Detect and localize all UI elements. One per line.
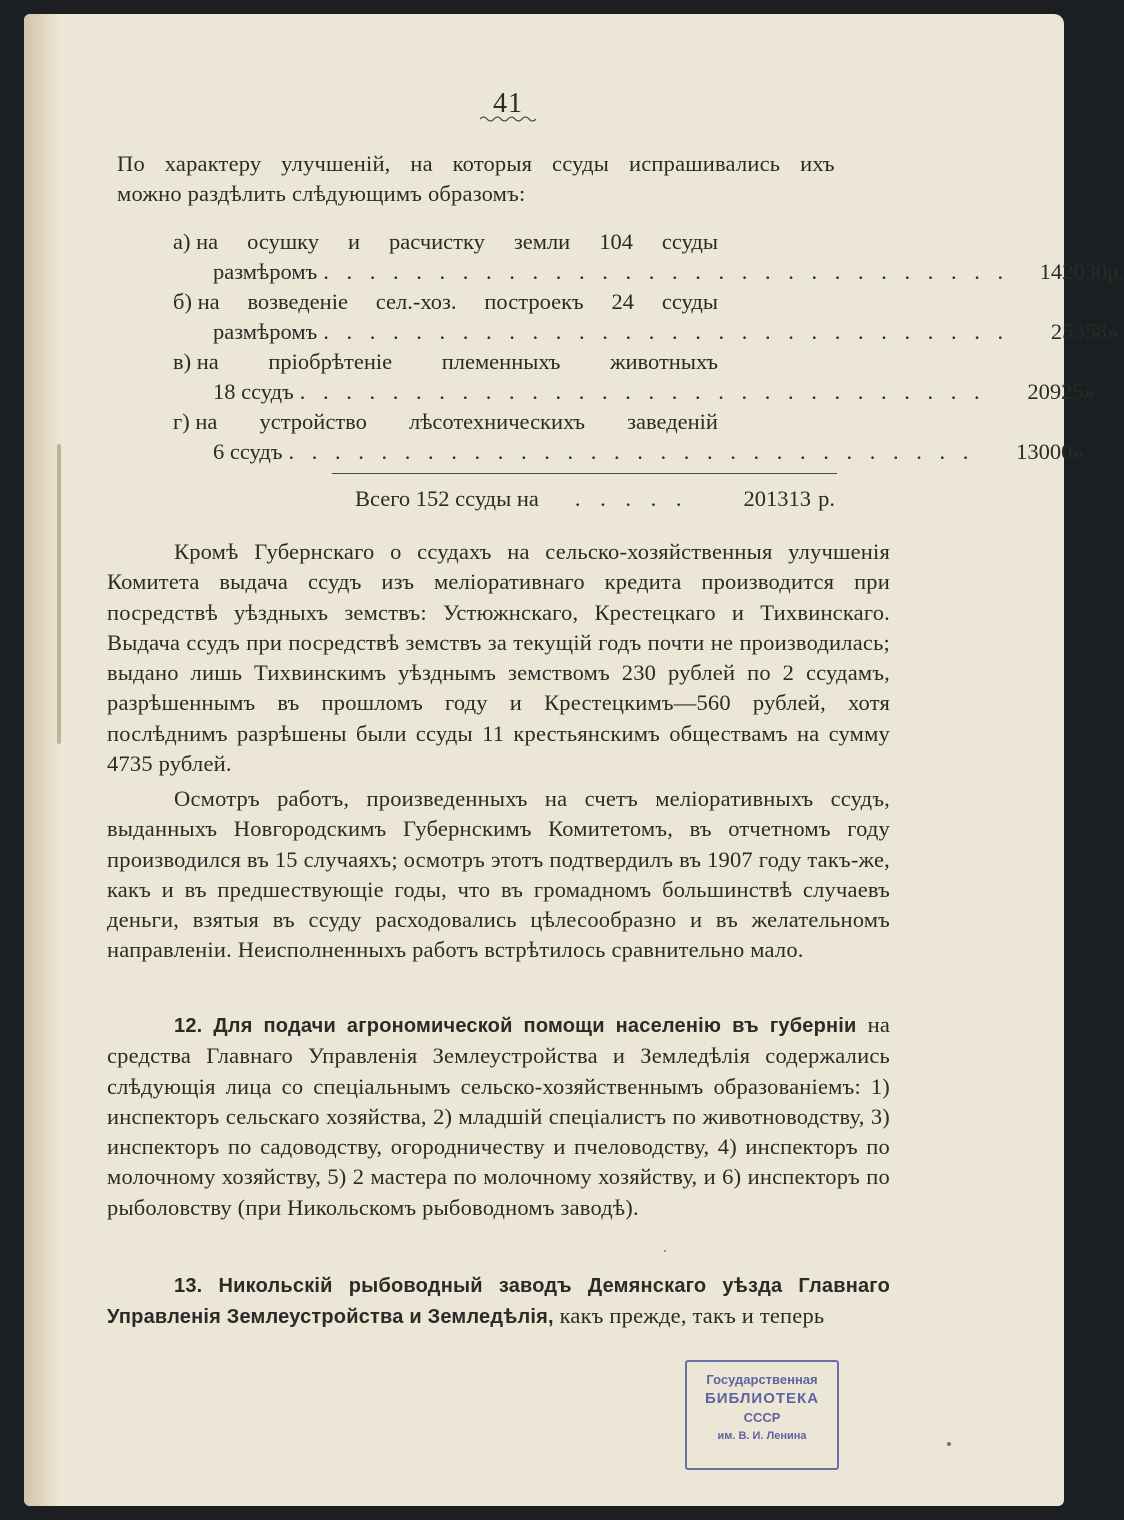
page-number: 41 [493,88,523,119]
total-amount: 201313 [743,486,811,511]
loan-heading-word: заведеній [627,409,718,434]
loan-item-row [213,257,1124,287]
leader-dots: . . . . . . . . . . . . . . . . . . . . . . . . . . . . . . [323,259,1010,284]
stamp-line-2: БИБЛИОТЕКА [704,1390,820,1407]
section-12-heading: 12. Для подачи агрономической помощи населенію въ губерніи [174,1015,857,1037]
loan-amount: 20925 [1027,379,1084,404]
loan-heading-word: племенныхъ [441,349,561,374]
loan-heading-word: г) на [173,409,218,434]
paper-speck [664,1250,666,1252]
loan-amount: 25358 [1050,319,1108,344]
loan-item-heading [173,407,718,437]
loan-item-row [213,317,1119,347]
stamp-line-4: им. В. И. Ленина [717,1430,807,1442]
total-label: Всего 152 ссуды на [355,486,539,511]
loan-heading-word: сел.-хоз. [375,289,457,314]
loan-unit: » [1107,319,1119,344]
paragraph-text: Кромѣ Губернскаго о ссудахъ на сельско-хозяйственныя улучшенія Комитета выдача ссудъ изъ меліоративнаго кредита производится при посредствѣ уѣздныхъ земствъ: Устюжнскаго, Крестецкаго и Тихвинскаго. Выдача ссудъ при посредствѣ земствъ за текущій годъ почти не производилась; выдано лишь Тихвинскимъ уѣзднымъ земствомъ 230 рублей по 2 ссудамъ, разрѣшеннымъ въ прошломъ году и Крестецкимъ—560 рублей, хотя послѣднимъ разрѣшены были ссуды 11 крестьянскимъ обществамъ на сумму 4735 рублей. [107,539,890,777]
loan-item-row [213,437,1084,467]
loan-heading-word: ссуды [661,289,718,314]
loan-heading-word: возведеніе [247,289,348,314]
loan-heading-word: б) на [173,289,220,314]
total-leader-dots: . . . . . [574,486,689,511]
binding-thread [57,444,61,744]
loan-heading-word: осушку [247,229,320,254]
loan-item-heading [173,347,718,377]
leader-dots: . . . . . . . . . . . . . . . . . . . . . . . . . . . . . . [323,319,1010,344]
loan-unit: » [1083,379,1095,404]
total-unit: р. [818,486,835,511]
loan-total [355,484,835,514]
loan-heading-word: земли [513,229,571,254]
paragraph-text: на средства Главнаго Управленія Землеустройства и Земледѣлія содержались слѣдующія лица со спеціальнымъ сельско-хозяйственнымъ образованіемъ: 1) инспекторъ сельскаго хозяйства, 2) младшій спеціалистъ по животноводству, 3) инспекторъ по садоводству, огородничеству и пчеловодству, 4) инспекторъ по молочному хозяйству, 5) 2 мастера по молочному хозяйству, и 6) инспекторъ по рыболовству (при Никольскомъ рыбоводномъ заводѣ). [107,1012,891,1220]
loan-amount: 142030 [1039,259,1108,284]
loan-item-heading [173,287,718,317]
loan-unit: » [1072,439,1084,464]
intro-line-1: По характеру улучшеній, на которыя ссуды испрашивались ихъ [117,151,835,176]
loan-label: 6 ссудъ [213,439,283,464]
loan-heading-word: построекъ [484,289,584,314]
total-rule [332,473,837,474]
loan-unit: р. [1107,259,1124,284]
loan-amount: 13000 [1016,439,1073,464]
loan-heading-word: пріобрѣтеніе [268,349,393,374]
loan-heading-word: и [348,229,361,254]
loan-heading-word: лѣсотехническихъ [408,409,586,434]
paragraph-zemstvo-loans [107,537,890,779]
loan-heading-word: ссуды [661,229,718,254]
page-gutter [24,14,60,1506]
paragraph-text: какъ прежде, такъ и теперь [559,1303,825,1329]
section-12 [107,1010,890,1223]
loan-heading-word: расчистку [389,229,485,254]
paragraph-text: Осмотръ работъ, произведенныхъ на счетъ меліоративныхъ ссудъ, выданныхъ Новгородскимъ Губернскимъ Комитетомъ, въ отчетномъ году производился въ 15 случаяхъ; осмотръ этотъ подтвердилъ въ 1907 году такъ-же, какъ и въ предшествующіе годы, что въ громадномъ большинствѣ случаевъ деньги, взятыя въ ссуду расходовались цѣлесообразно и въ желательномъ направленіи. Неисполненныхъ работъ встрѣтилось сравнительно мало. [107,786,890,963]
stamp-line-1: Государственная [706,1372,818,1387]
intro-paragraph [117,149,891,210]
loan-heading-word: животныхъ [609,349,718,374]
loan-heading-word: а) на [173,229,219,254]
stamp-line-3: СССР [743,1410,781,1425]
section-13 [107,1270,890,1333]
loan-label: размѣромъ [213,319,318,344]
leader-dots: . . . . . . . . . . . . . . . . . . . . . . . . . . . . . . [299,379,986,404]
section-13-heading: 13. Никольскій рыбоводный заводъ Демянскаго уѣзда Главнаго Управленія Землеустройства и Земледѣлія, [107,1275,890,1329]
loan-item-heading [173,227,718,257]
paragraph-inspection [107,784,890,966]
loan-label: 18 ссудъ [213,379,294,404]
library-stamp [685,1360,839,1470]
loan-heading-word: 24 [611,289,635,314]
loan-heading-word: в) на [173,349,219,374]
leader-dots: . . . . . . . . . . . . . . . . . . . . . . . . . . . . . . [288,439,975,464]
intro-line-2: можно раздѣлить слѣдующимъ образомъ: [117,181,526,207]
loan-list [173,227,1124,467]
loan-label: размѣромъ [213,259,318,284]
page-number-ornament [480,115,536,123]
paper-speck [947,1442,951,1446]
loan-heading-word: устройство [259,409,367,434]
loan-item-row [213,377,1095,407]
loan-heading-word: 104 [599,229,633,254]
